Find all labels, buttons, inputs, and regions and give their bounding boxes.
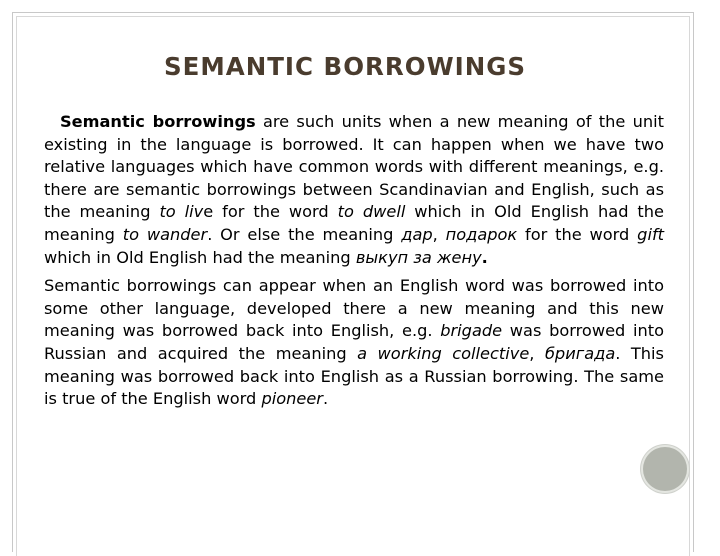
- p2-text-3: ,: [529, 343, 545, 363]
- p1-text-3: which in Old English had the meaning: [44, 202, 665, 244]
- p1-text-1: are such units when a new meaning of the unit existing in the language is borrowed. It can happen when we have two relative languages which have common words with different meanings, e.g. there are semantic borrowings between Scandinavian and English, such as the meaning: [44, 112, 664, 222]
- p1-italic-4: дар: [401, 224, 433, 244]
- p1-italic-1: to liv: [159, 202, 204, 222]
- p1-italic-7: выкуп за жену: [355, 247, 482, 267]
- p2-italic-4: pioneer: [261, 389, 323, 409]
- p1-text-5: ,: [432, 224, 446, 244]
- p2-italic-3: бригада: [544, 343, 616, 363]
- paragraph-1: [44, 111, 664, 269]
- paragraph-2: [44, 275, 664, 411]
- p2-italic-2: a working collective: [357, 343, 530, 363]
- decorative-circle: [643, 447, 687, 491]
- p2-text-4: . This meaning was borrowed back into English as a Russian borrowing. The same is true of the English word: [44, 343, 664, 409]
- p1-italic-6: gift: [637, 224, 664, 244]
- p1-italic-5: подарок: [445, 224, 518, 244]
- slide-title: SEMANTIC BORROWINGS: [163, 52, 527, 81]
- p1-text-2: e for the word: [203, 202, 338, 222]
- p1-italic-3: to wander: [122, 224, 208, 244]
- p1-italic-2: to dwell: [337, 202, 406, 222]
- p2-text-5: .: [322, 389, 329, 409]
- p1-text-8: .: [481, 247, 488, 267]
- p1-text-4: . Or else the meaning: [207, 224, 402, 244]
- p2-text-2: was borrowed into Russian and acquired the meaning: [44, 321, 665, 363]
- p1-text-6: for the word: [517, 224, 638, 244]
- term-semantic-borrowings: Semantic borrowings: [60, 112, 256, 131]
- p2-italic-1: brigade: [440, 321, 503, 341]
- p1-text-7: which in Old English had the meaning: [44, 247, 356, 267]
- p2-text-1: Semantic borrowings can appear when an English word was borrowed into some other language, developed there a new meaning and this new meaning was borrowed back into English, e.g.: [44, 276, 664, 341]
- slide-body: [44, 111, 664, 417]
